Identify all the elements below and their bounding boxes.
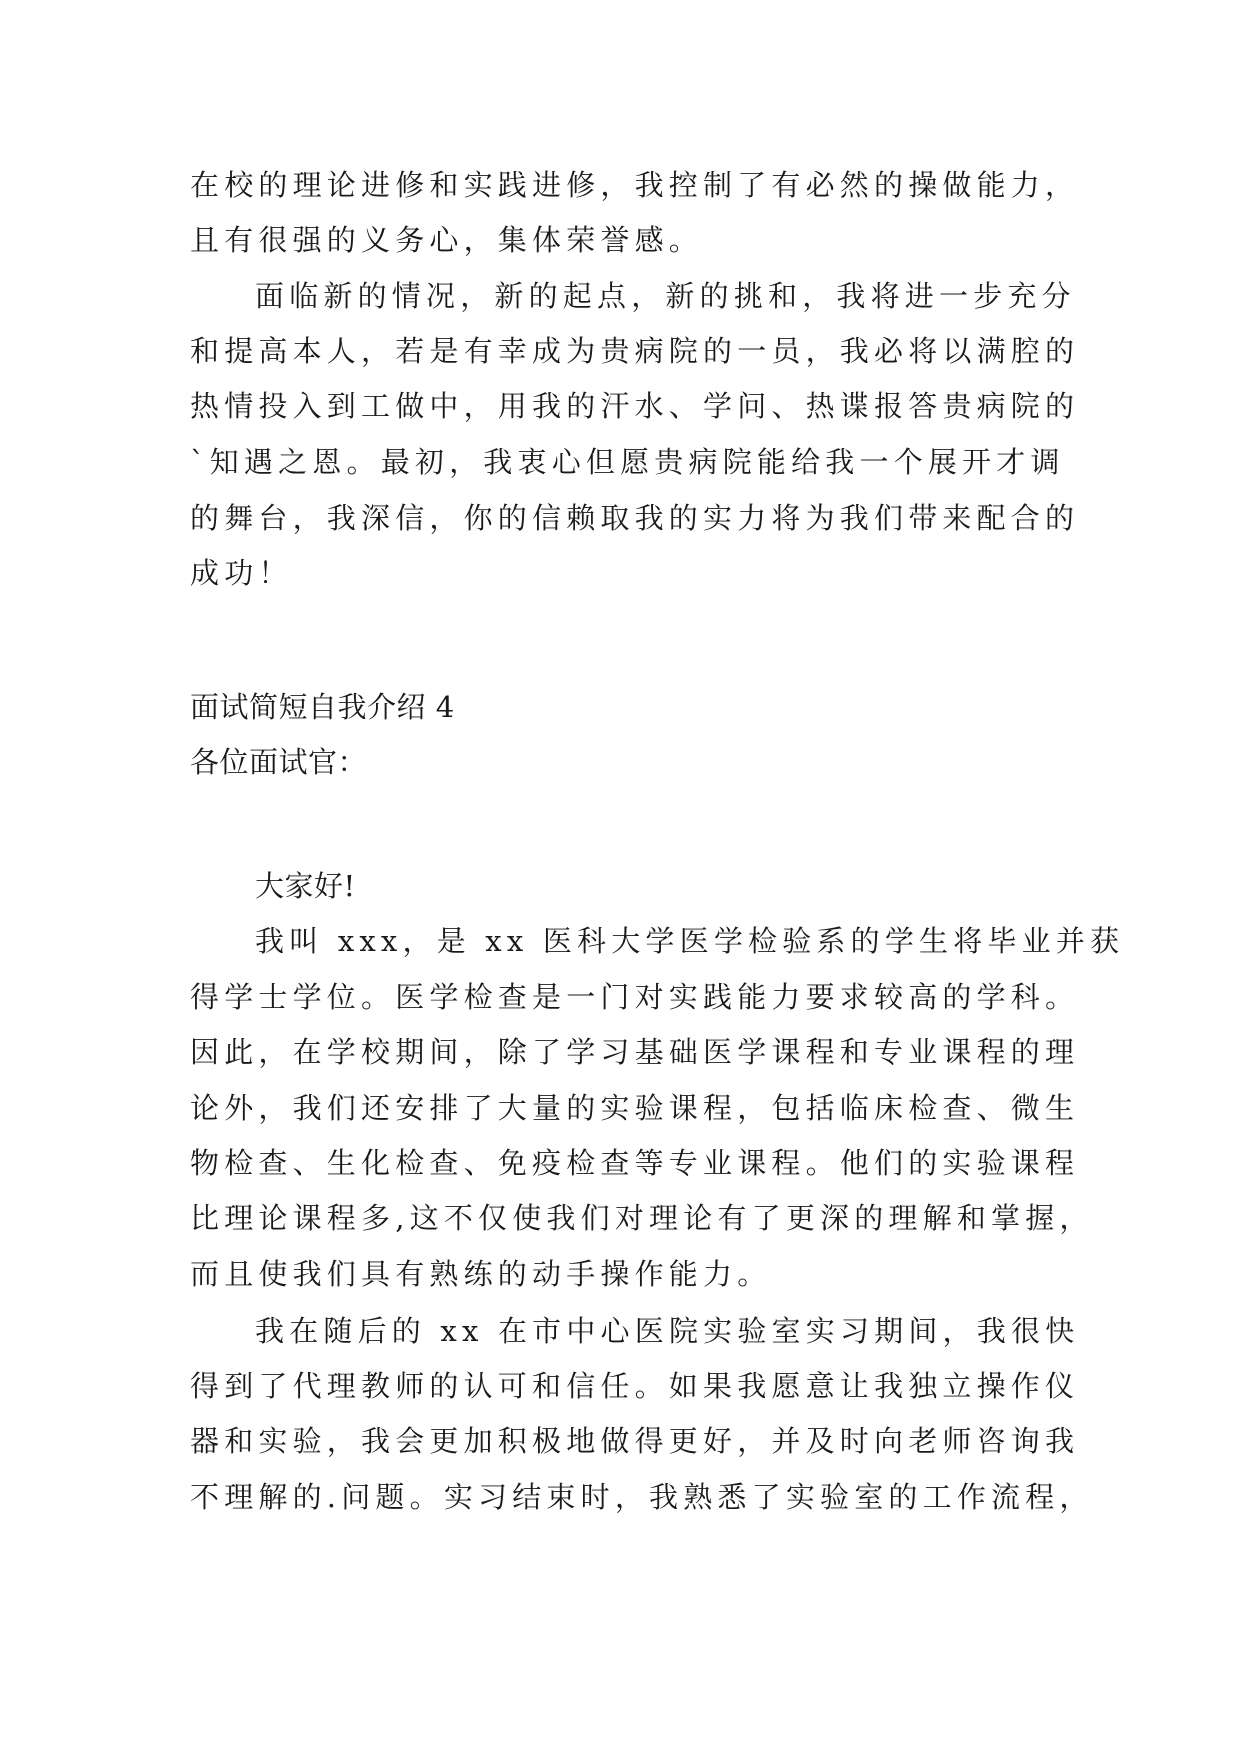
- paragraph-line: 我在随后的 xx 在市中心医院实验室实习期间，我很快: [255, 1314, 1080, 1348]
- paragraph-line: 得到了代理教师的认可和信任。如果我愿意让我独立操作仪: [190, 1369, 1080, 1403]
- salutation: 各位面试官：: [190, 745, 368, 779]
- paragraph-line: 在校的理论进修和实践进修，我控制了有必然的操做能力，: [190, 168, 1080, 202]
- section-heading: 面试简短自我介绍 4: [190, 690, 455, 724]
- paragraph-line: 比理论课程多,这不仅使我们对理论有了更深的理解和掌握，: [190, 1201, 1094, 1235]
- paragraph-line: 物检查、生化检查、免疫检查等专业课程。他们的实验课程: [190, 1146, 1080, 1180]
- greeting: 大家好!: [255, 869, 356, 903]
- paragraph-line: 而且使我们具有熟练的动手操作能力。: [190, 1257, 772, 1291]
- paragraph-line: `知遇之恩。最初，我衷心但愿贵病院能给我一个展开才调: [190, 445, 1065, 479]
- paragraph-line: 和提高本人，若是有幸成为贵病院的一员，我必将以满腔的: [190, 334, 1080, 368]
- paragraph-line: 我叫 xxx，是 xx 医科大学医学检验系的学生将毕业并获: [255, 924, 1125, 958]
- paragraph-line: 器和实验，我会更加积极地做得更好，并及时向老师咨询我: [190, 1424, 1080, 1458]
- paragraph-line: 且有很强的义务心，集体荣誉感。: [190, 223, 704, 257]
- paragraph-line: 成功！: [190, 556, 293, 590]
- paragraph-line: 论外，我们还安排了大量的实验课程，包括临床检查、微生: [190, 1091, 1080, 1125]
- paragraph-line: 面临新的情况，新的起点，新的挑和，我将进一步充分: [255, 279, 1076, 313]
- paragraph-line: 因此，在学校期间，除了学习基础医学课程和专业课程的理: [190, 1035, 1080, 1069]
- paragraph-line: 热情投入到工做中，用我的汗水、学问、热谍报答贵病院的: [190, 389, 1080, 423]
- paragraph-line: 不理解的.问题。实习结束时，我熟悉了实验室的工作流程，: [190, 1480, 1094, 1514]
- paragraph-line: 得学士学位。医学检查是一门对实践能力要求较高的学科。: [190, 980, 1080, 1014]
- paragraph-line: 的舞台，我深信，你的信赖取我的实力将为我们带来配合的: [190, 501, 1080, 535]
